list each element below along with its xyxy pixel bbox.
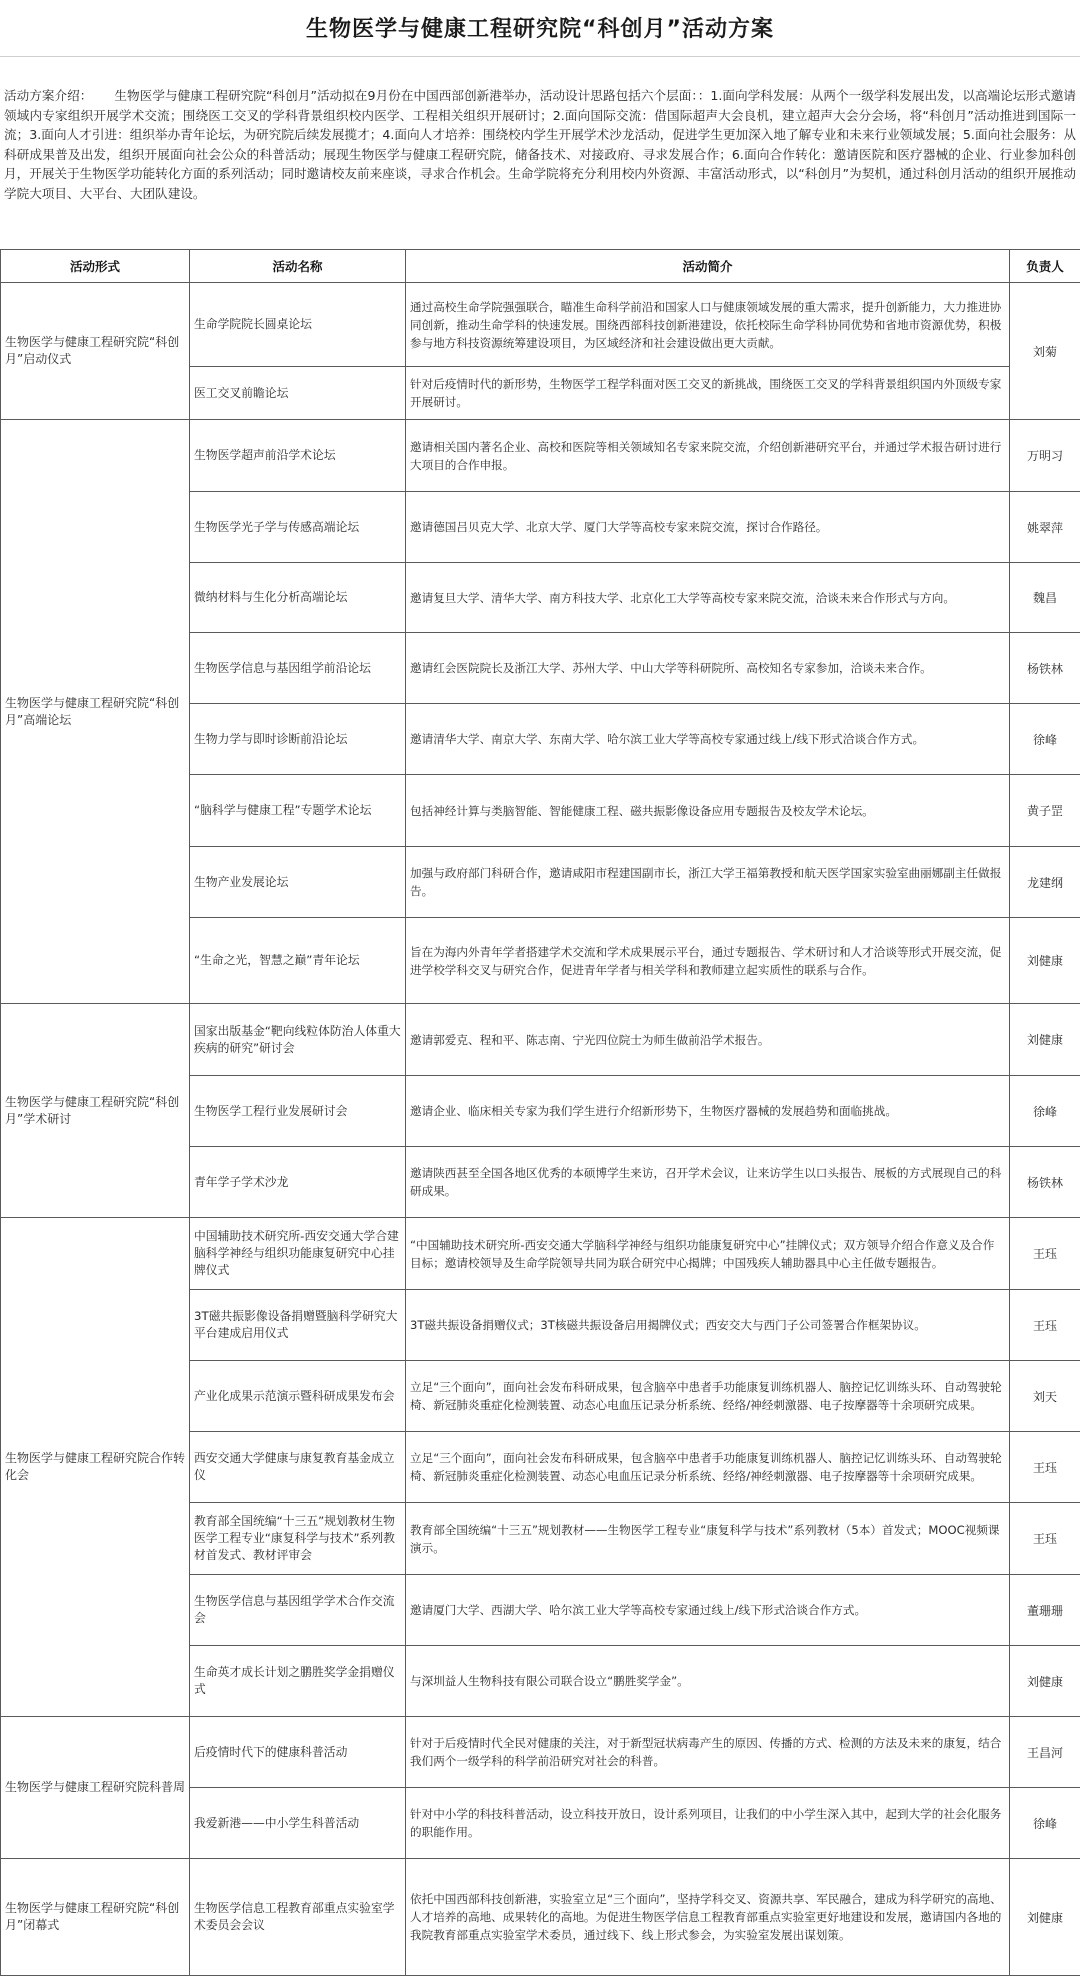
activity-name-cell: 生物医学光子学与传感高端论坛	[190, 492, 406, 563]
table-header-row	[1, 250, 1080, 283]
header-name: 活动名称	[190, 250, 406, 283]
owner-cell: 王珏	[1010, 1432, 1080, 1503]
owner-cell: 董珊珊	[1010, 1575, 1080, 1646]
activity-name-cell: 生命学院院长圆桌论坛	[190, 283, 406, 367]
activity-desc-cell: 通过高校生命学院强强联合，瞄准生命科学前沿和国家人口与健康领域发展的重大需求，提升创新能力，大力推进协同创新，推动生命学科的快速发展。围绕西部科技创新港建设，依托校际生命学科协同优势和省地市资源优势，积极参与地方科技资源统筹建设项目，为区域经济和社会建设做出更大贡献。	[406, 283, 1010, 367]
activity-name-cell: 国家出版基金“靶向线粒体防治人体重大疾病的研究”研讨会	[190, 1004, 406, 1076]
activity-name-cell: “脑科学与健康工程”专题学术论坛	[190, 775, 406, 847]
owner-cell: 刘健康	[1010, 1859, 1080, 1976]
intro-label: 活动方案介绍：	[4, 88, 92, 103]
owner-cell: 王珏	[1010, 1290, 1080, 1361]
owner-cell: 徐峰	[1010, 704, 1080, 775]
activity-name-cell: 我爱新港——中小学生科普活动	[190, 1788, 406, 1859]
group-form-cell: 生物医学与健康工程研究院“科创月”学术研讨	[1, 1004, 190, 1218]
activity-desc-cell: 针对后疫情时代的新形势，生物医学工程学科面对医工交叉的新挑战，围绕医工交叉的学科背景组织国内外顶级专家开展研讨。	[406, 367, 1010, 420]
owner-cell: 王珏	[1010, 1218, 1080, 1290]
activity-desc-cell: 邀请清华大学、南京大学、东南大学、哈尔滨工业大学等高校专家通过线上/线下形式洽谈合作方式。	[406, 704, 1010, 775]
activity-name-cell: 产业化成果示范演示暨科研成果发布会	[190, 1361, 406, 1432]
table-row	[1, 1218, 1080, 1290]
activity-name-cell: “生命之光，智慧之巅”青年论坛	[190, 918, 406, 1004]
owner-cell: 刘健康	[1010, 1004, 1080, 1076]
activity-desc-cell: 教育部全国统编“十三五”规划教材——生物医学工程专业“康复科学与技术”系列教材（5本）首发式；MOOC视频课演示。	[406, 1503, 1010, 1575]
activity-name-cell: 生物医学超声前沿学术论坛	[190, 420, 406, 492]
owner-cell: 刘菊	[1010, 283, 1080, 420]
header-form: 活动形式	[1, 250, 190, 283]
owner-cell: 杨铁林	[1010, 1147, 1080, 1218]
owner-cell: 徐峰	[1010, 1788, 1080, 1859]
owner-cell: 姚翠萍	[1010, 492, 1080, 563]
intro-text: 生物医学与健康工程研究院“科创月”活动拟在9月份在中国西部创新港举办，活动设计思路包括六个层面：：1.面向学科发展：从两个一级学科发展出发，以高端论坛形式邀请领域内专家组织开展学术交流；围绕医工交叉的学科背景组织校内医学、工程相关组织开展研讨；2.面向国际交流：借国际超声大会良机，建立超声大会分会场，将“科创月”活动推进到国际一流；3.面向人才引进：组织举办青年论坛，为研究院后续发展揽才；4.面向人才培养：围绕校内学生开展学术沙龙活动，促进学生更加深入地了解专业和未来行业领域发展；5.面向社会服务：从科研成果普及出发，组织开展面向社会公众的科普活动；展现生物医学与健康工程研究院，储备技术、对接政府、寻求发展合作；6.面向合作转化：邀请医院和医疗器械的企业、行业参加科创月，开展关于生物医学功能转化方面的系列活动；同时邀请校友前来座谈，寻求合作机会。生命学院将充分利用校内外资源、丰富活动形式，以“科创月”为契机，通过科创月活动的组织开展推动学院大项目、大平台、大团队建设。	[4, 88, 1076, 201]
owner-cell: 魏昌	[1010, 563, 1080, 633]
owner-cell: 龙建纲	[1010, 847, 1080, 918]
activity-desc-cell: 包括神经计算与类脑智能、智能健康工程、磁共振影像设备应用专题报告及校友学术论坛。	[406, 775, 1010, 847]
activity-name-cell: 教育部全国统编“十三五”规划教材生物医学工程专业“康复科学与技术”系列教材首发式、教材评审会	[190, 1503, 406, 1575]
table-row	[1, 1004, 1080, 1076]
activity-name-cell: 微纳材料与生化分析高端论坛	[190, 563, 406, 633]
activity-desc-cell: 针对中小学的科技科普活动，设立科技开放日，设计系列项目，让我们的中小学生深入其中，起到大学的社会化服务的职能作用。	[406, 1788, 1010, 1859]
activity-desc-cell: 邀请相关国内著名企业、高校和医院等相关领域知名专家来院交流，介绍创新港研究平台，并通过学术报告研讨进行大项目的合作申报。	[406, 420, 1010, 492]
activity-name-cell: 3T磁共振影像设备捐赠暨脑科学研究大平台建成启用仪式	[190, 1290, 406, 1361]
owner-cell: 刘健康	[1010, 918, 1080, 1004]
activity-desc-cell: 立足“三个面向”，面向社会发布科研成果，包含脑卒中患者手功能康复训练机器人、脑控记忆训练头环、自动驾驶轮椅、新冠肺炎重症化检测装置、动态心电血压记录分析系统、经络/神经刺激器、电子按摩器等十余项研究成果。	[406, 1361, 1010, 1432]
activity-name-cell: 青年学子学术沙龙	[190, 1147, 406, 1218]
activity-desc-cell: “中国辅助技术研究所-西安交通大学脑科学神经与组织功能康复研究中心”挂牌仪式；双方领导介绍合作意义及合作目标；邀请校领导及生命学院领导共同为联合研究中心揭牌；中国残疾人辅助器具中心主任做专题报告。	[406, 1218, 1010, 1290]
group-form-cell: 生物医学与健康工程研究院“科创月”高端论坛	[1, 420, 190, 1004]
owner-cell: 刘健康	[1010, 1646, 1080, 1717]
activity-name-cell: 后疫情时代下的健康科普活动	[190, 1717, 406, 1788]
activity-desc-cell: 立足“三个面向”，面向社会发布科研成果，包含脑卒中患者手功能康复训练机器人、脑控记忆训练头环、自动驾驶轮椅、新冠肺炎重症化检测装置、动态心电血压记录分析系统、经络/神经刺激器、电子按摩器等十余项研究成果。	[406, 1432, 1010, 1503]
group-form-cell: 生物医学与健康工程研究院“科创月”闭幕式	[1, 1859, 190, 1976]
activity-desc-cell: 旨在为海内外青年学者搭建学术交流和学术成果展示平台，通过专题报告、学术研讨和人才洽谈等形式开展交流，促进学校学科交叉与研究合作，促进青年学者与相关学科和教师建立起实质性的联系与合作。	[406, 918, 1010, 1004]
activity-desc-cell: 邀请厦门大学、西湖大学、哈尔滨工业大学等高校专家通过线上/线下形式洽谈合作方式。	[406, 1575, 1010, 1646]
table-row	[1, 1717, 1080, 1788]
owner-cell: 杨铁林	[1010, 633, 1080, 704]
activity-desc-cell: 邀请企业、临床相关专家为我们学生进行介绍新形势下，生物医疗器械的发展趋势和面临挑战。	[406, 1076, 1010, 1147]
activity-name-cell: 西安交通大学健康与康复教育基金成立仪	[190, 1432, 406, 1503]
table-row	[1, 420, 1080, 492]
owner-cell: 王珏	[1010, 1503, 1080, 1575]
activity-desc-cell: 依托中国西部科技创新港，实验室立足“三个面向”，坚持学科交叉、资源共享、军民融合，建成为科学研究的高地、人才培养的高地、成果转化的高地。为促进生物医学信息工程教育部重点实验室更好地建设和发展，邀请国内各地的我院教育部重点实验室学术委员，通过线下、线上形式参会，为实验室发展出谋划策。	[406, 1859, 1010, 1976]
page-title: 生物医学与健康工程研究院“科创月”活动方案	[0, 12, 1080, 43]
activity-table	[0, 249, 1080, 1976]
activity-desc-cell: 邀请德国吕贝克大学、北京大学、厦门大学等高校专家来院交流，探讨合作路径。	[406, 492, 1010, 563]
owner-cell: 万明习	[1010, 420, 1080, 492]
activity-name-cell: 医工交叉前瞻论坛	[190, 367, 406, 420]
activity-desc-cell: 邀请郭爱克、程和平、陈志南、宁光四位院士为师生做前沿学术报告。	[406, 1004, 1010, 1076]
group-form-cell: 生物医学与健康工程研究院合作转化会	[1, 1218, 190, 1717]
intro-paragraph	[4, 86, 1076, 203]
table-row	[1, 1859, 1080, 1976]
activity-name-cell: 生物医学信息工程教育部重点实验室学术委员会会议	[190, 1859, 406, 1976]
activity-desc-cell: 邀请陕西甚至全国各地区优秀的本硕博学生来访，召开学术会议，让来访学生以口头报告、展板的方式展现自己的科研成果。	[406, 1147, 1010, 1218]
group-form-cell: 生物医学与健康工程研究院科普周	[1, 1717, 190, 1859]
group-form-cell: 生物医学与健康工程研究院“科创月”启动仪式	[1, 283, 190, 420]
activity-name-cell: 生物力学与即时诊断前沿论坛	[190, 704, 406, 775]
title-band	[0, 0, 1080, 57]
activity-desc-cell: 加强与政府部门科研合作，邀请咸阳市程建国副市长，浙江大学王福第教授和航天医学国家实验室曲丽娜副主任做报告。	[406, 847, 1010, 918]
activity-desc-cell: 针对于后疫情时代全民对健康的关注，对于新型冠状病毒产生的原因、传播的方式、检测的方法及未来的康复，结合我们两个一级学科的科学前沿研究对社会的科普。	[406, 1717, 1010, 1788]
activity-desc-cell: 与深圳益人生物科技有限公司联合设立“鹏胜奖学金”。	[406, 1646, 1010, 1717]
owner-cell: 王昌河	[1010, 1717, 1080, 1788]
activity-name-cell: 生物产业发展论坛	[190, 847, 406, 918]
activity-name-cell: 生物医学信息与基因组学学术合作交流会	[190, 1575, 406, 1646]
owner-cell: 徐峰	[1010, 1076, 1080, 1147]
activity-name-cell: 生命英才成长计划之鹏胜奖学金捐赠仪式	[190, 1646, 406, 1717]
table-row	[1, 283, 1080, 367]
activity-name-cell: 生物医学工程行业发展研讨会	[190, 1076, 406, 1147]
activity-name-cell: 生物医学信息与基因组学前沿论坛	[190, 633, 406, 704]
header-owner: 负责人	[1010, 250, 1080, 283]
activity-name-cell: 中国辅助技术研究所-西安交通大学合建脑科学神经与组织功能康复研究中心挂牌仪式	[190, 1218, 406, 1290]
owner-cell: 黄子罡	[1010, 775, 1080, 847]
owner-cell: 刘天	[1010, 1361, 1080, 1432]
header-desc: 活动简介	[406, 250, 1010, 283]
table-body	[1, 283, 1080, 1976]
activity-desc-cell: 邀请红会医院院长及浙江大学、苏州大学、中山大学等科研院所、高校知名专家参加，洽谈未来合作。	[406, 633, 1010, 704]
activity-desc-cell: 邀请复旦大学、清华大学、南方科技大学、北京化工大学等高校专家来院交流，洽谈未来合作形式与方向。	[406, 563, 1010, 633]
activity-desc-cell: 3T磁共振设备捐赠仪式；3T核磁共振设备启用揭牌仪式；西安交大与西门子公司签署合作框架协议。	[406, 1290, 1010, 1361]
